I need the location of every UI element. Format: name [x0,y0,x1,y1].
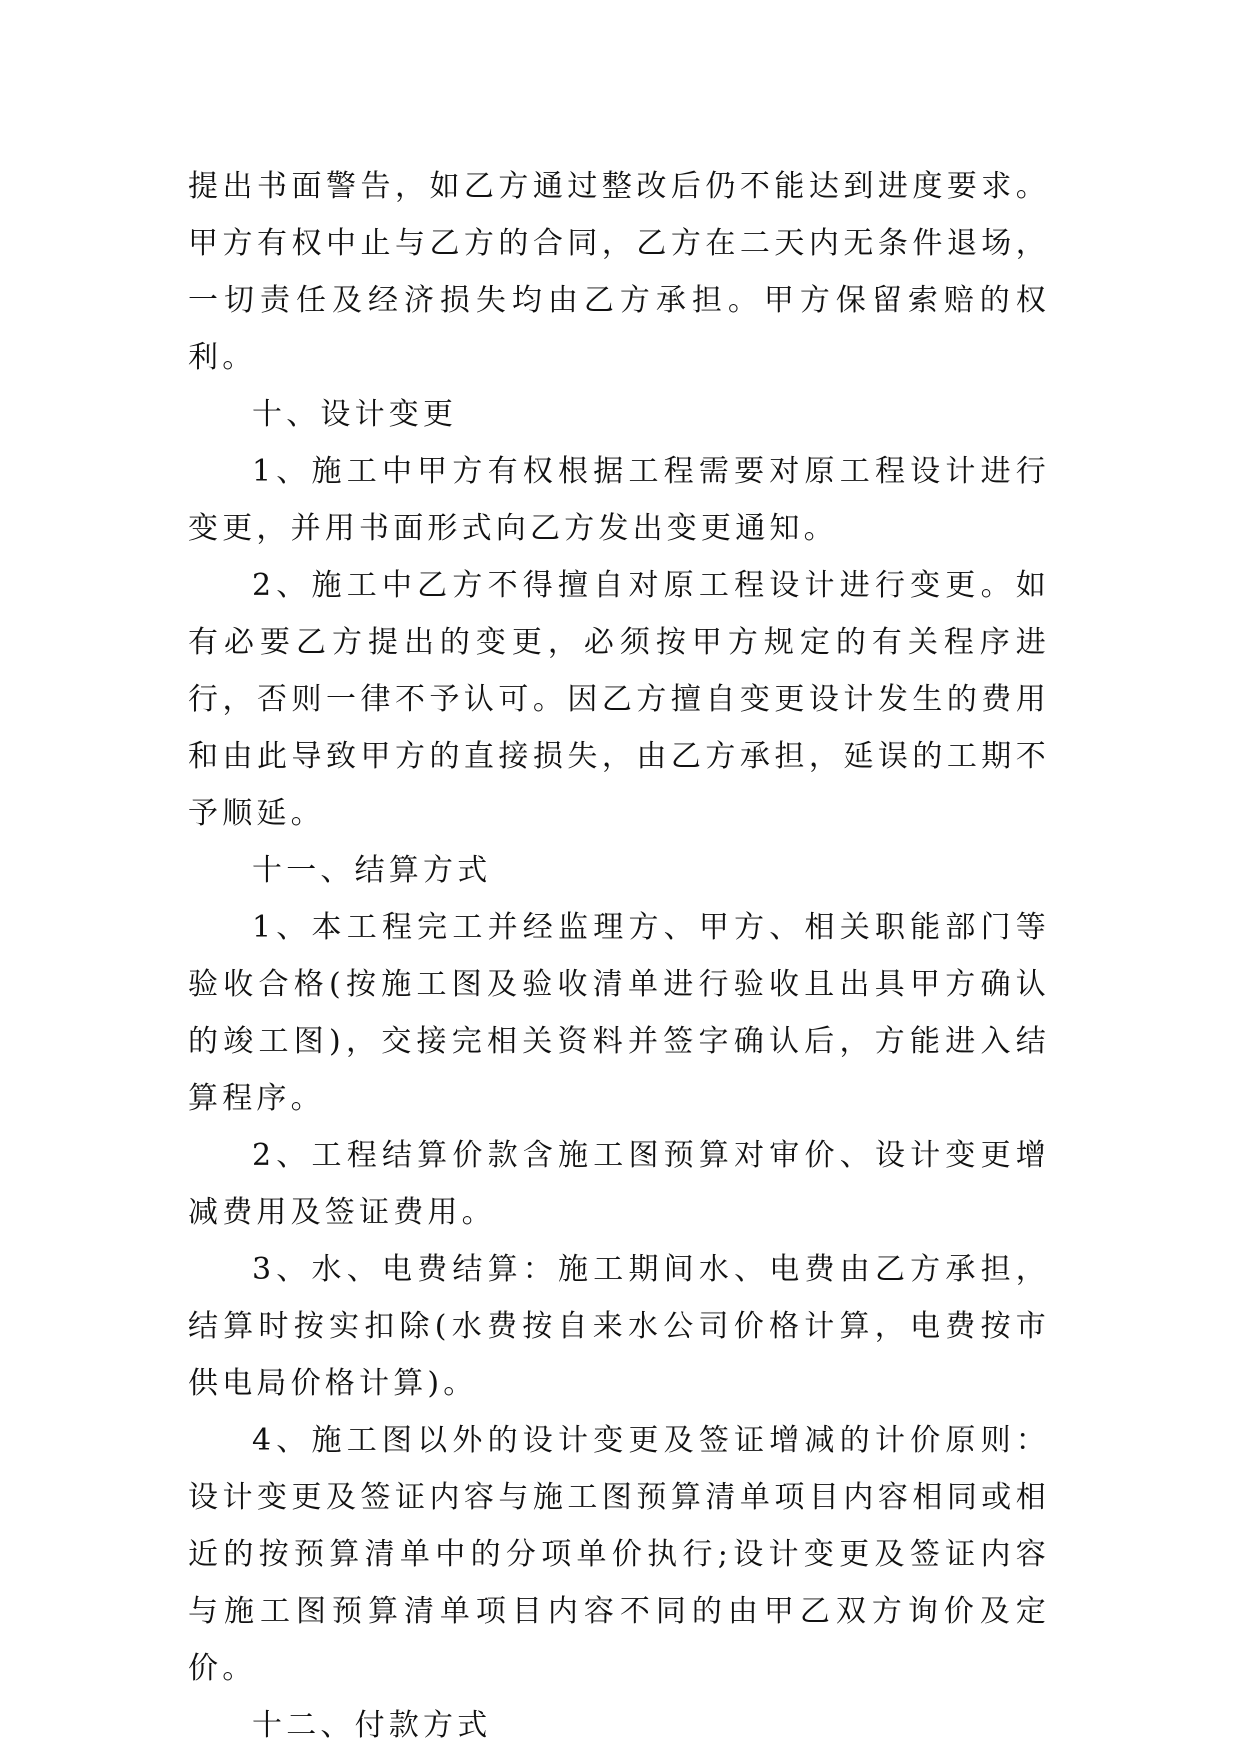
paragraph-design-change-1: 1、施工中甲方有权根据工程需要对原工程设计进行变更，并用书面形式向乙方发出变更通知。 [188,454,1050,546]
section-heading-design-change: 十、设计变更 [252,397,458,432]
paragraph-settlement-2: 2、工程结算价款含施工图预算对审价、设计变更增减费用及签证费用。 [188,1138,1050,1230]
paragraph-warning-clause: 提出书面警告，如乙方通过整改后仍不能达到进度要求。甲方有权中止与乙方的合同，乙方在二天内无条件退场，一切责任及经济损失均由乙方承担。甲方保留索赔的权利。 [188,169,1050,375]
paragraph-settlement-1: 1、本工程完工并经监理方、甲方、相关职能部门等验收合格(按施工图及验收清单进行验收且出具甲方确认的竣工图)，交接完相关资料并签字确认后，方能进入结算程序。 [188,910,1050,1116]
paragraph-settlement-4: 4、施工图以外的设计变更及签证增减的计价原则：设计变更及签证内容与施工图预算清单项目内容相同或相近的按预算清单中的分项单价执行;设计变更及签证内容与施工图预算清单项目内容不同的由甲乙双方询价及定价。 [188,1423,1050,1686]
section-heading-settlement: 十一、结算方式 [252,853,492,888]
section-heading-payment: 十二、付款方式 [252,1708,492,1743]
document-body [188,158,1050,1754]
paragraph-settlement-3: 3、水、电费结算：施工期间水、电费由乙方承担，结算时按实扣除(水费按自来水公司价格计算，电费按市供电局价格计算)。 [188,1252,1050,1401]
paragraph-design-change-2: 2、施工中乙方不得擅自对原工程设计进行变更。如有必要乙方提出的变更，必须按甲方规定的有关程序进行，否则一律不予认可。因乙方擅自变更设计发生的费用和由此导致甲方的直接损失，由乙方承担，延误的工期不予顺延。 [188,568,1050,831]
